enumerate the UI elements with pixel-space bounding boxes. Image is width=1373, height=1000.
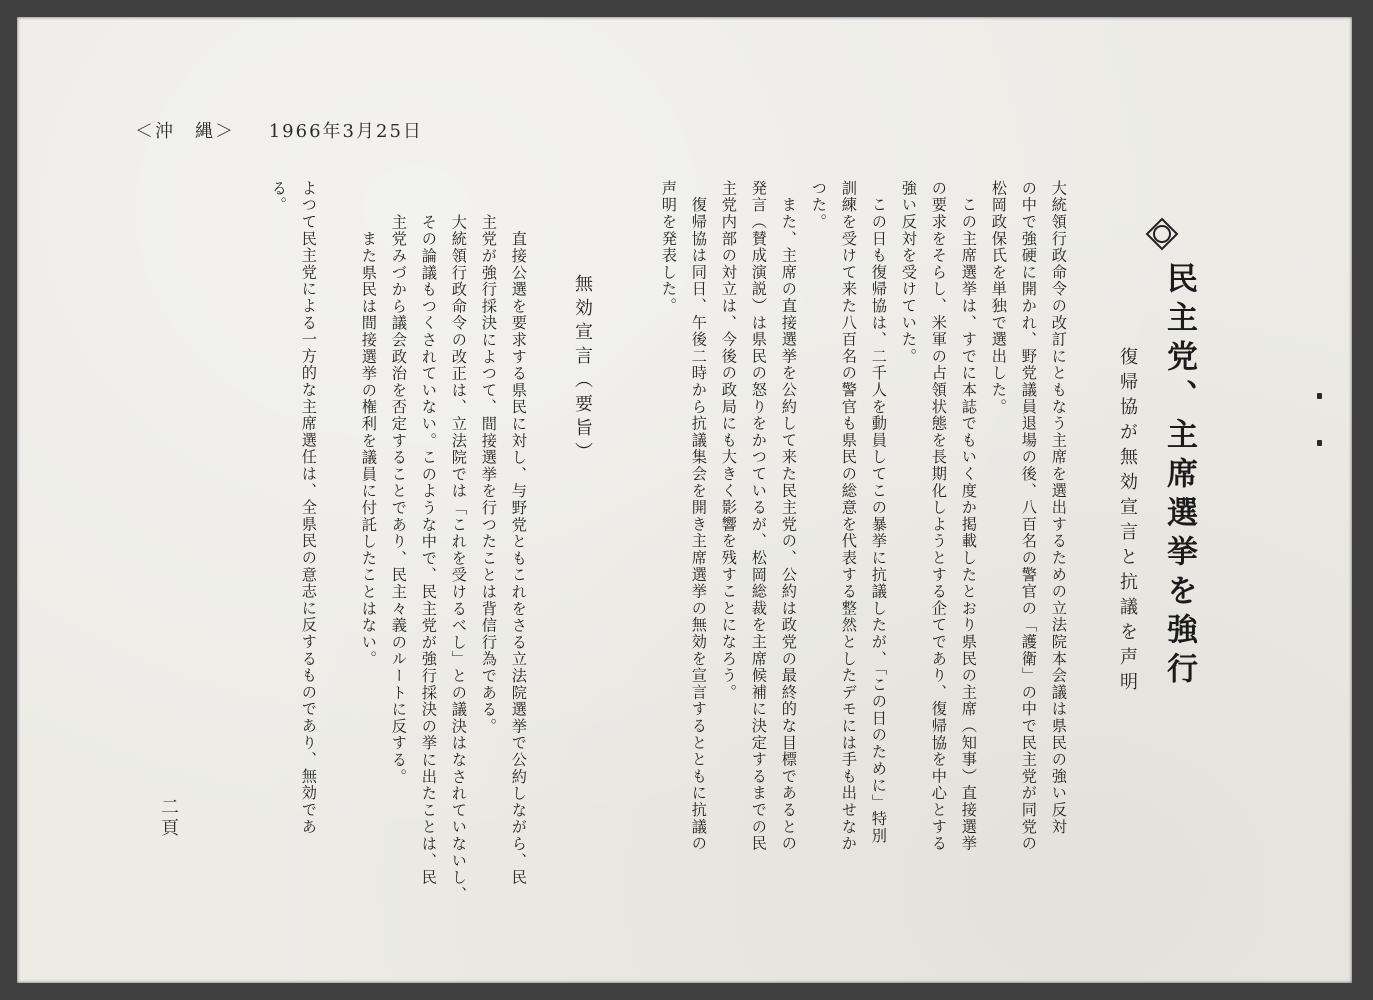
punch-mark xyxy=(1317,440,1322,446)
document-header xyxy=(135,117,449,143)
diamond-circle-icon xyxy=(1145,217,1179,251)
body-column: この主席選挙は、すでに本誌でもいく度か掲載したとおり県民の主席（知事）直接選挙 xyxy=(959,180,978,852)
body-column: 声明を発表した。 xyxy=(659,180,678,315)
declaration-column: その論議もつくされていない。このような中で、民主党が強行採決の挙に出たことは、民 xyxy=(419,214,438,886)
punch-mark xyxy=(1317,393,1322,399)
declaration-column: 大統領行政命令の改正は、立法院では「これを受けるべし」との議決はなされていないし、 xyxy=(449,214,468,903)
region-label: ＜沖 縄＞ xyxy=(135,121,235,142)
body-column: 発言（賛成演説）は県民の怒りをかつているが、松岡総裁を主席候補に決定するまでの民 xyxy=(749,180,768,852)
body-column: 松岡政保氏を単独で選出した。 xyxy=(989,180,1008,416)
article-subtitle: 復帰協が無効宣言と抗議を声明 xyxy=(1117,347,1138,697)
body-column: この日も復帰協は、二千人を動員してこの暴挙に抗議したが、「この日のために」特別 xyxy=(869,180,888,845)
body-column: 復帰協は同日、午後二時から抗議集会を開き主席選挙の無効を宣言するとともに抗議の xyxy=(689,180,708,852)
document-page xyxy=(17,17,1352,983)
declaration-column: 主党みづから議会政治を否定することであり、民主々義のルートに反する。 xyxy=(389,214,408,786)
declaration-heading: 無効宣言（要旨） xyxy=(572,274,593,466)
declaration-column: 主党が強行採決によつて、間接選挙を行つたことは背信行為である。 xyxy=(479,214,498,735)
body-column: 主党内部の対立は、今後の政局にも大きく影響を残すことになろう。 xyxy=(719,180,738,701)
body-column: また、主席の直接選挙を公約して来た民主党の、公約は政党の最終的な目標であるとの xyxy=(779,180,798,852)
body-column: の要求をそらし、米軍の占領状態を長期化しようとする企てであり、復帰協を中心とする xyxy=(929,180,948,852)
declaration-column: る。 xyxy=(269,180,288,214)
body-column: の中で強硬に開かれ、野党議員退場の後、八百名の警官の「護衛」の中で民主党が同党の xyxy=(1019,180,1038,852)
body-column: つた。 xyxy=(809,180,828,231)
declaration-column: よつて民主党による一方的な主席選任は、全県民の意志に反するものであり、無効であ xyxy=(299,180,318,836)
body-column: 訓練を受けて来た八百名の警官も県民の総意を代表する整然としたデモには手も出せなか xyxy=(839,180,858,852)
body-column: 大統領行政命令の改訂にともなう主席を選出するための立法院本会議は県民の強い反対 xyxy=(1049,180,1068,836)
body-column: 強い反対を受けていた。 xyxy=(899,180,918,365)
declaration-column: 直接公選を要求する県民に対し、与野党ともこれをさる立法院選挙で公約しながら、民 xyxy=(509,214,528,886)
declaration-column: また県民は間接選挙の権利を議員に付託したことはない。 xyxy=(359,214,378,668)
article-title: 民主党、主席選挙を強行 xyxy=(1161,262,1197,691)
page-number: 二頁 xyxy=(158,797,179,839)
date-label: 1966年3月25日 xyxy=(268,121,423,142)
